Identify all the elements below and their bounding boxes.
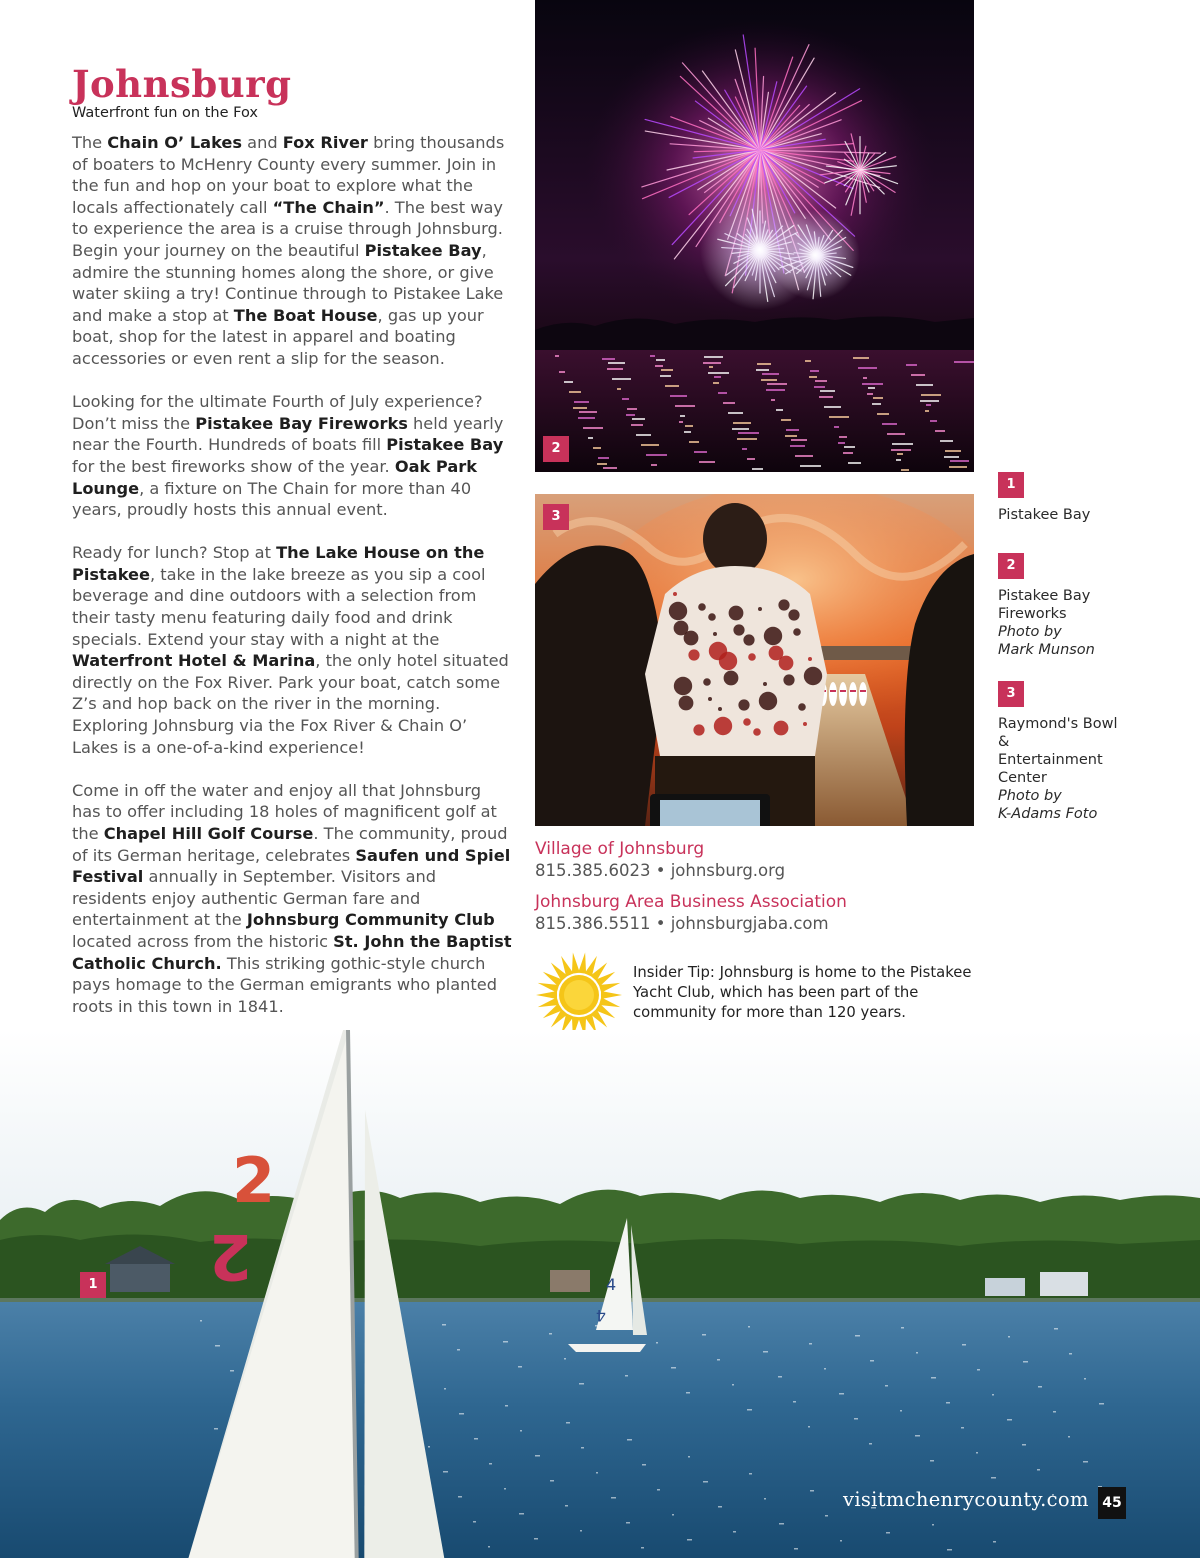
text-run: Ready for lunch? Stop at [72,543,277,563]
caption-title: Raymond's Bowl & Entertainment Center [998,716,1118,786]
place-name: Pistakee Bay [364,240,482,260]
contact-website-link[interactable]: johnsburg.org [670,861,786,880]
text-run: This striking gothic-style church pays homage to the German emigrants who planted roots in this town in 1841. [72,953,498,1016]
text-run: , gas up your boat, shop for the latest in apparel and boating accessories or even rent a slip for the season. [72,305,484,368]
article-body [72,132,514,1039]
place-name: The Lake House on the Pistakee [72,543,485,584]
text-run: . The community, proud of its German heritage, celebrates [72,824,508,865]
text-run: for the best fireworks show of the year. [72,456,395,476]
text-run: annually in September. Visitors and residents enjoy authentic German fare and entertainment at the [72,867,437,930]
caption-title: Pistakee Bay Fireworks [998,588,1091,622]
photo-caption [998,472,1188,524]
text-run: Come in off the water and enjoy all that Johnsburg has to offer including 18 holes of magnificent golf at the [72,780,497,843]
fireworks-illustration [535,0,974,472]
text-run: , admire the stunning homes along the shore, or give water skiing a try! Continue through to Pistakee Lake and make a stop at [72,240,504,325]
place-name: Fox River [282,133,368,152]
svg-text:4: 4 [606,1275,617,1294]
photo-credit-name: Mark Munson [998,642,1095,658]
article-paragraph [72,542,514,758]
place-name: Chapel Hill Golf Course [103,824,314,843]
caption-title: Pistakee Bay [998,507,1091,523]
place-name: Johnsburg Community Club [246,910,495,930]
place-name: Pistakee Bay Fireworks [195,413,408,433]
contact-name: Johnsburg Area Business Association [535,892,847,912]
caption-number: 3 [998,681,1024,707]
caption-number: 2 [998,553,1024,579]
page-number: 45 [1098,1487,1126,1519]
insider-tip: Insider Tip: Johnsburg is home to the Pistakee Yacht Club, which has been part of the community for more than 120 years. [633,964,972,1021]
contact-details [535,914,829,933]
place-name: “The Chain” [272,197,385,217]
separator-bullet: • [650,914,671,933]
contact-website-link[interactable]: johnsburgjaba.com [670,914,829,933]
text-run: located across from the historic [72,931,334,951]
caption-number: 1 [998,472,1024,498]
place-name: Chain O’ Lakes [107,133,243,152]
fireworks-photo [535,0,974,472]
contact-phone[interactable]: 815.386.5511 [535,914,651,933]
photo-number-badge: 2 [543,436,569,462]
contact-details [535,861,785,880]
text-run: The [72,133,108,152]
article-paragraph [72,780,514,1018]
article-paragraph [72,391,514,521]
website-footer-link[interactable]: visitmchenrycounty.com [843,1488,1089,1511]
article-subtitle: Waterfront fun on the Fox [72,105,258,121]
photo-number-badge: 3 [543,504,569,530]
svg-text:2: 2 [208,1220,252,1293]
photo-credit-label: Photo by [998,624,1062,640]
text-run: . The best way to experience the area is a cruise through Johnsburg. Begin your journey on the beautiful [72,197,503,260]
contact-phone[interactable]: 815.385.6023 [535,861,651,880]
text-run: , a fixture on The Chain for more than 40 years, proudly hosts this annual event. [72,478,472,520]
text-run: Looking for the ultimate Fourth of July experience? Don’t miss the [72,392,483,433]
contact-name: Village of Johnsburg [535,839,705,859]
sailing-illustration [0,1030,1200,1558]
text-run: , the only hotel situated directly on the Fox River. Park your boat, catch some Z’s and hop back on the river in the morning. Exploring Johnsburg via the Fox River & Chain O’ Lakes is a one-of-a-kind experience! [72,651,509,757]
bowling-illustration [535,494,974,826]
photo-caption [998,681,1188,823]
photo-caption [998,553,1188,659]
svg-text:4: 4 [595,1306,606,1325]
photo-number-badge: 1 [80,1272,106,1298]
text-run: and [242,133,283,152]
place-name: Saufen und Spiel Festival [72,845,511,887]
place-name: Waterfront Hotel & Marina [72,651,316,671]
text-run: bring thousands of boaters to McHenry County every summer. Join in the fun and hop on your boat to explore what the locals affectionately call [72,133,505,217]
svg-text:2: 2 [232,1144,276,1217]
sun-icon [534,950,624,1040]
place-name: St. John the Baptist Catholic Church. [72,931,512,973]
photo-credit-label: Photo by [998,788,1062,804]
photo-credit-name: K-Adams Foto [998,806,1098,822]
text-run: held yearly near the Fourth. Hundreds of boats fill [72,413,504,455]
bowling-photo [535,494,974,826]
article-paragraph [72,132,514,370]
article-title: Johnsburg [72,62,292,106]
place-name: The Boat House [233,305,378,325]
sailing-photo [0,1030,1200,1558]
separator-bullet: • [650,861,671,880]
place-name: Pistakee Bay [386,435,504,455]
text-run: , take in the lake breeze as you sip a cool beverage and dine outdoors with a selection from their tasty menu featuring daily food and drink specials. Extend your stay with a night at the [72,564,486,649]
place-name: Oak Park Lounge [72,456,478,498]
